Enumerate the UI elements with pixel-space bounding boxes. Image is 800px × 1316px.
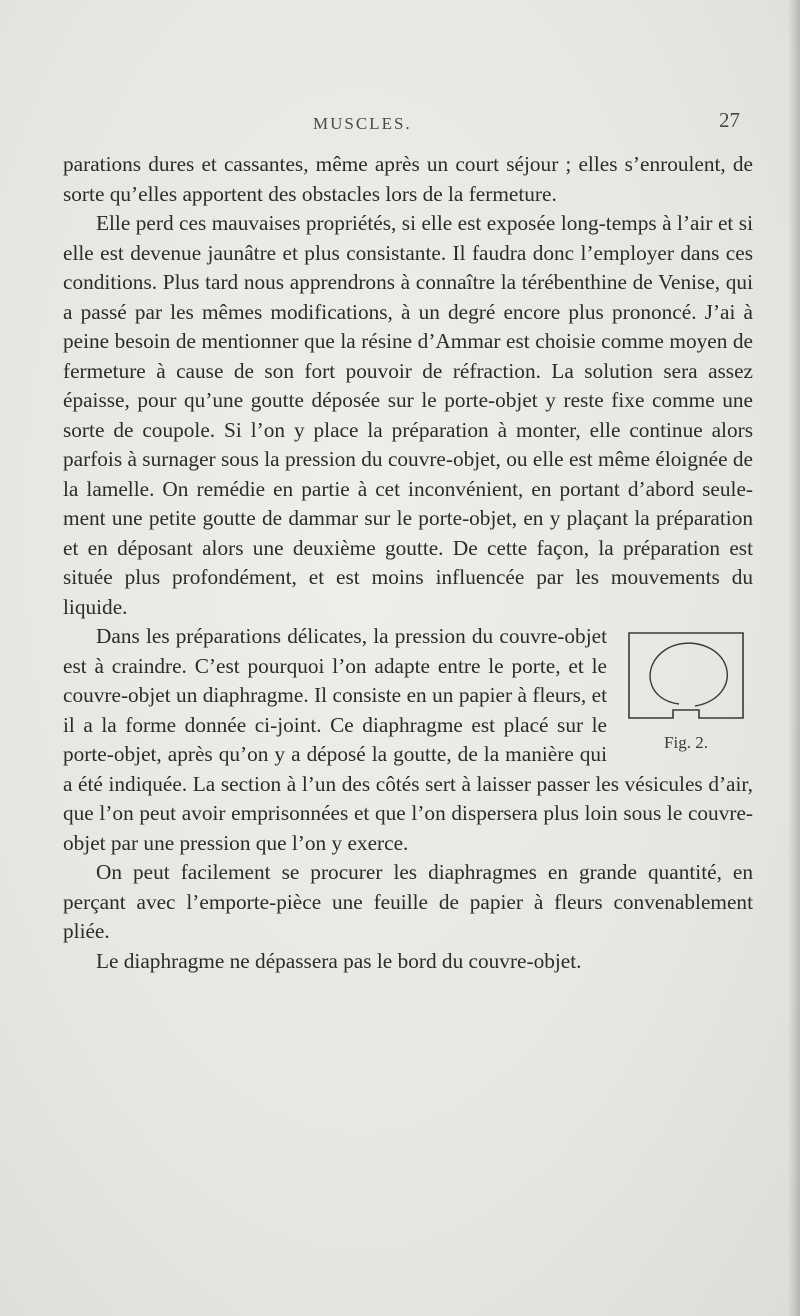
diaphragm-opening [650,643,727,706]
figure-caption: Fig. 2. [664,733,708,752]
page-edge-shadow [788,0,800,1316]
diaphragm-illustration [621,628,751,728]
body-text [63,150,753,976]
figure-2 [621,628,751,758]
page-number: 27 [719,108,740,132]
paragraph-4: On peut facilement se procurer les diaphragmes en grande quantité, en perçant avec l’emporte-pièce une feuille de papier à fleurs convenablement pliée. [63,860,753,943]
paragraph-5: Le diaphragme ne dépassera pas le bord du couvre-objet. [96,948,582,973]
page-header [60,108,760,148]
paragraph-3: Dans les préparations délicates, la pression du couvre-objet est à craindre. C’est pourquoi l’on adapte entre le porte, et le couvre-objet un diaphragme. Il consiste en un papier à fleurs, et il a la forme donnée ci-joint. Ce diaphragme est placé sur le porte-objet, après qu’on y a déposé la goutte, de la manière qui a été indiquée. La section à l’un des côtés sert à laisser passer les vésicules d’air, que l’on peut avoir emprisonnées et que l’on dispersera plus loin sous le couvre-objet par une pression que l’on y exerce. [63,624,753,855]
paragraph-1: parations dures et cassantes, même après un court séjour ; elles s’enroulent, de sorte qu’elles apportent des obstacles lors de la fermeture. [63,152,753,206]
running-head: MUSCLES. [313,114,412,133]
paragraph-2: Elle perd ces mauvaises propriétés, si elle est exposée long-temps à l’air et si elle est devenue jaunâtre et plus consistante. Il faudra donc l’employer dans ces conditions. Plus tard nous apprendrons à connaître la térébenthine de Venise, qui a passé par les mêmes modifications, à un degré encore plus prononcé. J’ai à peine besoin de mentionner que la résine d’Ammar est choisie comme moyen de fermeture à cause de son fort pouvoir de réfraction. La solution sera assez épaisse, pour qu’une goutte déposée sur le porte-objet y reste fixe comme une sorte de coupole. Si l’on y place la préparation à monter, elle continue alors parfois à surnager sous la pression du couvre-objet, ou elle est même éloignée de la lamelle. On remédie en partie à cet inconvénient, en portant d’abord seule-ment une petite goutte de dammar sur le porte-objet, en y plaçant la préparation et en déposant alors une deuxième goutte. De cette façon, la préparation est située plus profondément, et est moins influencée par les mouvements du liquide. [63,211,753,619]
diaphragm-outline [629,633,743,718]
